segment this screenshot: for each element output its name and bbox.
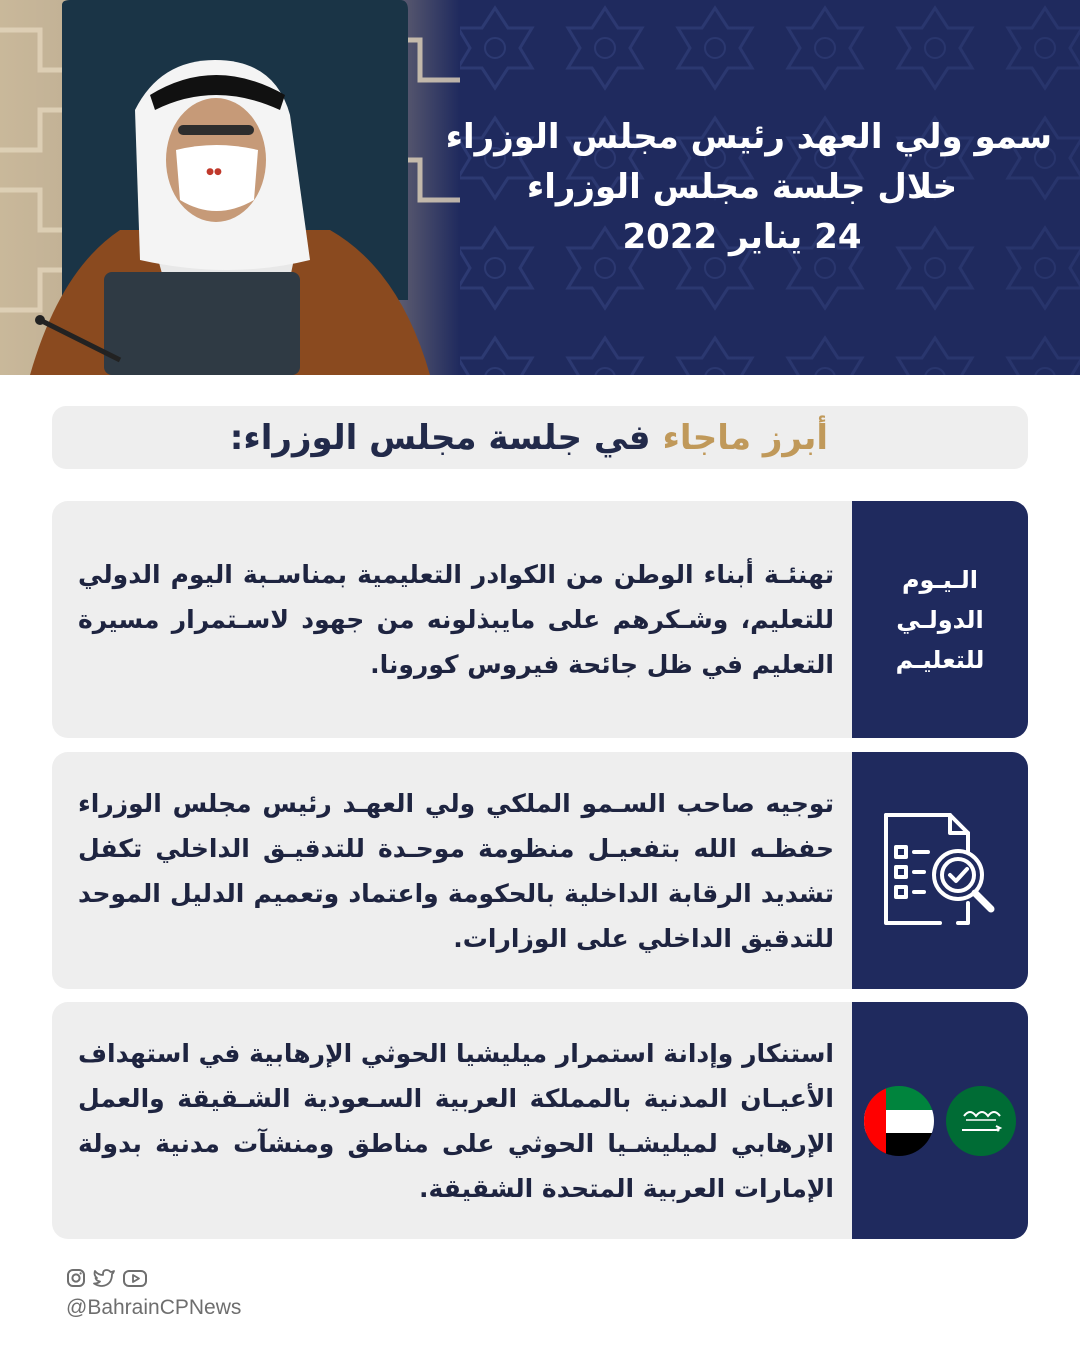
- card-text: استنكار وإدانة استمرار ميليشيا الحوثي الإرهابية في استهداف الأعيـان المدنية بالمملكة العربية السـعودية الشـقيقة والعمل الإرهابي لميليشـيا الحوثي على مناطق ومنشآت مدنية بدولة الإمارات العربية المتحدة الشقيقة.: [78, 1038, 834, 1203]
- card-text: توجيه صاحب السـمو الملكي ولي العهـد رئيس مجلس الوزراء حفظـه الله بتفعيـل منظومة موحـدة للتدقيـق الداخلي تكفل تشديد الرقابة الداخلية بالحكومة واعتماد وتعميم الدليل الموحد للتدقيق الداخلي على الوزارات.: [78, 788, 834, 953]
- hero-banner: [0, 0, 1080, 375]
- card-text: تهنئـة أبناء الوطن من الكوادر التعليمية بمناسـبة اليوم الدولي للتعليم، وشـكرهم على مايبذلونه من جهود لاسـتمرار مسيرة التعليم في ظل جائحة فيروس كورونا.: [78, 560, 834, 679]
- uae-flag-icon: [864, 1086, 934, 1156]
- social-handle[interactable]: @BahrainCPNews: [66, 1296, 242, 1319]
- card-side-panel: [852, 752, 1028, 989]
- svg-text:●●: ●●: [206, 167, 222, 177]
- side-label-line2: الدولـي: [896, 605, 984, 634]
- footer: [66, 1268, 241, 1320]
- hero-date: 24 يناير 2022: [622, 217, 862, 257]
- audit-checklist-icon: [880, 811, 1000, 931]
- hero-title-line2: خلال جلسة مجلس الوزراء: [526, 167, 958, 207]
- section-heading-rest: في جلسة مجلس الوزراء:: [229, 417, 651, 458]
- card-side-panel: [852, 501, 1028, 738]
- international-education-day-label: [896, 560, 985, 680]
- side-label-line3: للتعليـم: [895, 645, 985, 674]
- youtube-icon[interactable]: [122, 1268, 148, 1288]
- saudi-flag-icon: [946, 1086, 1016, 1156]
- hero-title-line1: سمو ولي العهد رئيس مجلس الوزراء: [445, 117, 1052, 157]
- highlight-card-houthi-condemnation: [52, 1002, 1028, 1239]
- card-side-panel: [852, 1002, 1028, 1239]
- instagram-icon[interactable]: [66, 1268, 86, 1288]
- side-label-line1: الـيـوم: [901, 565, 979, 594]
- highlight-card-education: [52, 501, 1028, 738]
- section-heading: [52, 406, 1028, 469]
- social-icons: [66, 1268, 241, 1288]
- card-body: [78, 1002, 834, 1239]
- hero-title: [432, 112, 1052, 262]
- card-body: [78, 501, 834, 738]
- crown-prince-photo: [0, 0, 460, 375]
- card-body: [78, 752, 834, 989]
- twitter-icon[interactable]: [92, 1268, 116, 1288]
- highlight-card-internal-audit: [52, 752, 1028, 989]
- section-heading-accent: أبرز ماجاء: [662, 417, 828, 458]
